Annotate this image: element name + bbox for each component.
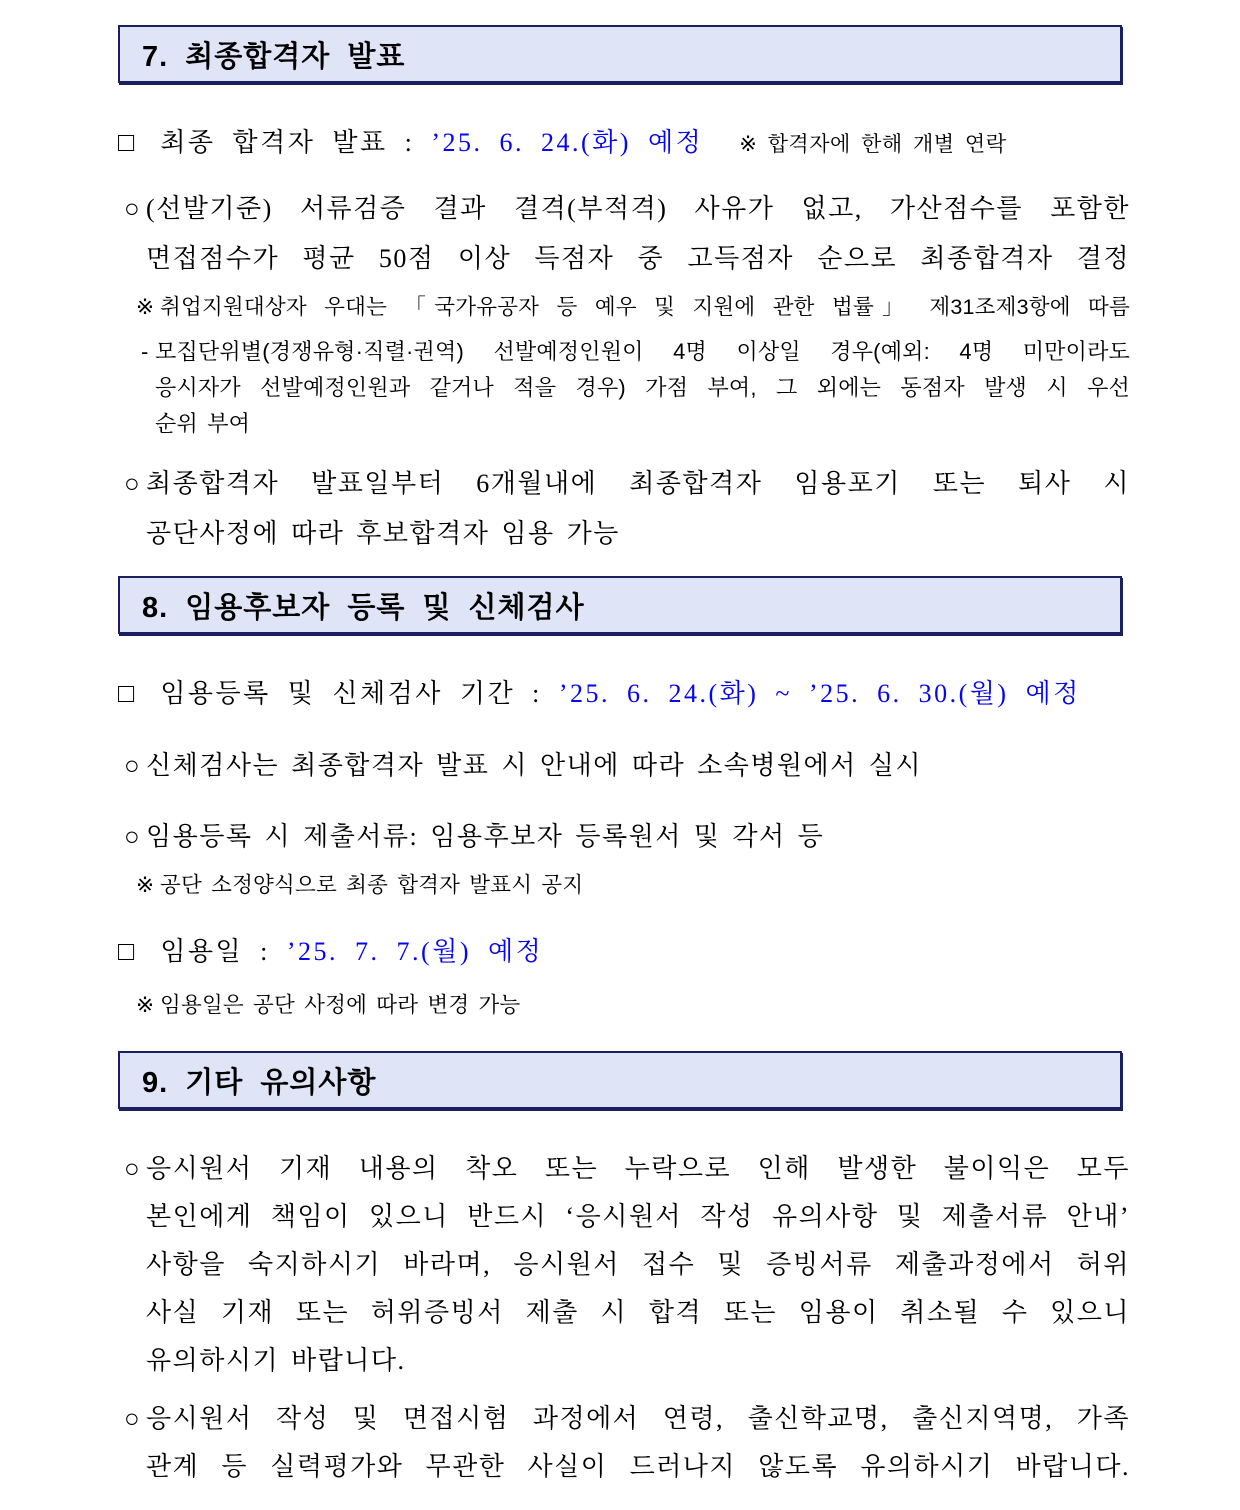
application-responsibility-line-1: 응시원서 기재 내용의 착오 또는 누락으로 인해 발생한 불이익은 모두 bbox=[146, 1154, 1130, 1183]
form-notice-note bbox=[118, 870, 1130, 900]
veterans-preference-text: 취업지원대상자 우대는 「국가유공자 등 예우 및 지원에 관한 법률」 제31조제3항에 따름 bbox=[160, 295, 1130, 319]
circle-bullet-icon: ○ bbox=[124, 1404, 140, 1433]
veterans-preference-note bbox=[118, 292, 1130, 322]
square-bullet-icon: □ bbox=[118, 936, 135, 966]
section-other-notices bbox=[118, 1051, 1130, 1491]
blind-recruitment-line-1: 응시원서 작성 및 면접시험 과정에서 연령, 출신학교명, 출신지역명, 가족 bbox=[146, 1404, 1130, 1433]
submission-documents-text: 임용등록 시 제출서류: 임용후보자 등록원서 및 각서 등 bbox=[146, 822, 825, 851]
appointment-date-value: ’25. 7. 7.(월) 예정 bbox=[286, 937, 544, 966]
section-9-title: 9. 기타 유의사항 bbox=[142, 1066, 377, 1099]
section-9-header bbox=[118, 1051, 1122, 1109]
section-8-header bbox=[118, 576, 1122, 634]
reference-mark-icon: ※ bbox=[136, 295, 155, 319]
section-8-title: 8. 임용후보자 등록 및 신체검사 bbox=[142, 591, 585, 624]
candidate-appointment-paragraph bbox=[118, 459, 1130, 559]
appointment-date-label: 임용일 : bbox=[160, 937, 287, 966]
section-registration-physical-exam bbox=[118, 576, 1130, 1020]
bonus-point-sub-item bbox=[118, 334, 1130, 442]
dash-mark-icon: - bbox=[141, 339, 149, 364]
selection-criteria-line-1: (선발기준) 서류검증 결과 결격(부적격) 사유가 없고, 가산점수를 포함한 bbox=[146, 194, 1130, 223]
registration-period-label: 임용등록 및 신체검사 기간 : bbox=[160, 679, 559, 708]
application-responsibility-line-5: 유의하시기 바랍니다. bbox=[146, 1346, 406, 1375]
registration-period-value: ’25. 6. 24.(화) ~ ’25. 6. 30.(월) 예정 bbox=[558, 679, 1081, 708]
physical-exam-text: 신체검사는 최종합격자 발표 시 안내에 따라 소속병원에서 실시 bbox=[146, 751, 923, 780]
reference-mark-icon: ※ bbox=[136, 993, 155, 1017]
application-responsibility-paragraph bbox=[118, 1145, 1130, 1385]
application-responsibility-line-2: 본인에게 책임이 있으니 반드시 ‘응시원서 작성 유의사항 및 제출서류 안내’ bbox=[146, 1202, 1130, 1231]
square-bullet-icon: □ bbox=[118, 127, 135, 157]
submission-documents-paragraph bbox=[118, 820, 1130, 854]
form-notice-text: 공단 소정양식으로 최종 합격자 발표시 공지 bbox=[160, 873, 584, 897]
circle-bullet-icon: ○ bbox=[124, 1154, 140, 1183]
blind-recruitment-line-2: 관계 등 실력평가와 무관한 사실이 드러나지 않도록 유의하시기 바랍니다. bbox=[146, 1452, 1130, 1481]
section-final-pass-announcement bbox=[118, 25, 1130, 559]
section-7-title: 7. 최종합격자 발표 bbox=[142, 40, 406, 73]
final-pass-date-label: 최종 합격자 발표 : bbox=[160, 128, 432, 157]
final-pass-date-item bbox=[118, 125, 1130, 162]
circle-bullet-icon: ○ bbox=[124, 751, 140, 780]
reference-mark-icon: ※ bbox=[136, 873, 155, 897]
section-7-header bbox=[118, 25, 1122, 83]
square-bullet-icon: □ bbox=[118, 678, 135, 708]
circle-bullet-icon: ○ bbox=[124, 194, 140, 223]
bonus-point-line-3: 순위 부여 bbox=[155, 411, 251, 436]
application-responsibility-line-3: 사항을 숙지하시기 바라며, 응시원서 접수 및 증빙서류 제출과정에서 허위 bbox=[146, 1250, 1130, 1279]
application-responsibility-line-4: 사실 기재 또는 허위증빙서 제출 시 합격 또는 임용이 취소될 수 있으니 bbox=[146, 1298, 1130, 1327]
physical-exam-paragraph bbox=[118, 749, 1130, 783]
final-pass-date-value: ’25. 6. 24.(화) 예정 bbox=[431, 128, 704, 157]
candidate-appointment-line-1: 최종합격자 발표일부터 6개월내에 최종합격자 임용포기 또는 퇴사 시 bbox=[146, 469, 1130, 498]
registration-period-item bbox=[118, 676, 1130, 711]
circle-bullet-icon: ○ bbox=[124, 822, 140, 851]
appointment-date-item bbox=[118, 934, 1130, 969]
appointment-change-text: 임용일은 공단 사정에 따라 변경 가능 bbox=[160, 993, 521, 1017]
selection-criteria-paragraph bbox=[118, 184, 1130, 284]
blind-recruitment-paragraph bbox=[118, 1395, 1130, 1491]
circle-bullet-icon: ○ bbox=[124, 469, 140, 498]
candidate-appointment-line-2: 공단사정에 따라 후보합격자 임용 가능 bbox=[146, 519, 620, 548]
individual-contact-note: ※ 합격자에 한해 개별 연락 bbox=[739, 133, 1007, 156]
selection-criteria-line-2: 면접점수가 평균 50점 이상 득점자 중 고득점자 순으로 최종합격자 결정 bbox=[146, 244, 1130, 273]
appointment-change-note bbox=[118, 990, 1130, 1020]
bonus-point-line-1: 모집단위별(경쟁유형·직렬·권역) 선발예정인원이 4명 이상일 경우(예외: 4명 미만이라도 bbox=[155, 339, 1130, 364]
bonus-point-line-2: 응시자가 선발예정인원과 같거나 적을 경우) 가점 부여, 그 외에는 동점자 발생 시 우선 bbox=[155, 375, 1130, 400]
